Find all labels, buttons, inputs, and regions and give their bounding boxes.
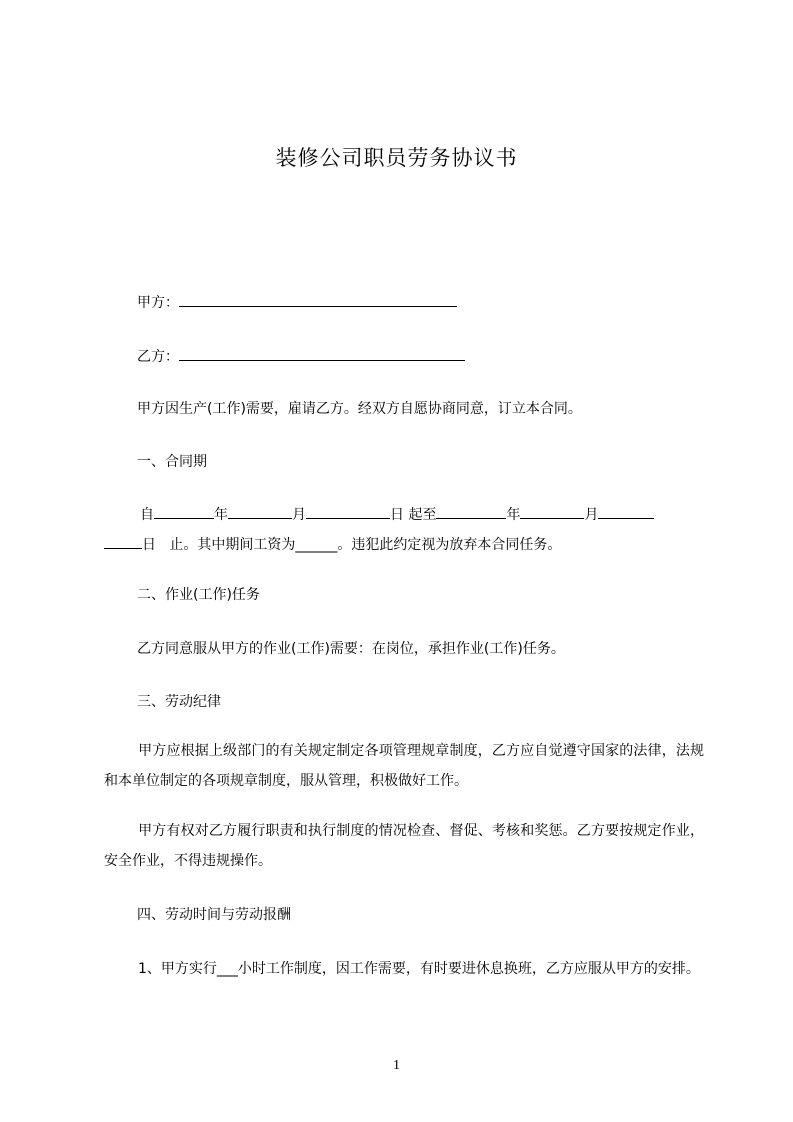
end-year-blank <box>436 504 506 519</box>
party-a-blank <box>179 292 457 307</box>
party-b-blank <box>179 346 465 361</box>
start-month-blank <box>228 504 292 519</box>
party-a-line <box>137 292 457 312</box>
section-4-heading: 四、劳动时间与劳动报酬 <box>137 907 291 923</box>
section-4-paragraph-1 <box>104 954 704 984</box>
section-3-paragraph-1 <box>104 736 704 796</box>
section-3-paragraph-2 <box>104 816 704 876</box>
end-month-blank <box>520 504 584 519</box>
term-day-label: 日 起至 <box>390 507 437 523</box>
party-a-label: 甲方： <box>137 295 179 311</box>
section-4-p1-text: 1、甲方实行___小时工作制度，因工作需要，有时要进休息换班，乙方应服从甲方的安排。 <box>138 961 700 977</box>
term-from-label: 自 <box>140 507 154 523</box>
section-3-p2-text: 甲方有权对乙方履行职责和执行制度的情况检查、督促、考核和奖惩。乙方要按规定作业，安全作业，不得违规操作。 <box>104 823 704 869</box>
start-day-blank <box>306 504 390 519</box>
party-b-line <box>137 346 465 366</box>
section-2-heading: 二、作业(工作)任务 <box>137 587 260 603</box>
section-2-body: 乙方同意服从甲方的作业(工作)需要：在岗位，承担作业(工作)任务。 <box>137 641 565 657</box>
section-3-p1-text: 甲方应根据上级部门的有关规定制定各项管理规章制度，乙方应自觉遵守国家的法律，法规和本单位制定的各项规章制度，服从管理，积极做好工作。 <box>104 743 704 789</box>
term-day-end-label: 日 <box>142 537 156 553</box>
section-1-heading: 一、合同期 <box>137 454 207 470</box>
start-year-blank <box>154 504 214 519</box>
page-number: 1 <box>393 1058 400 1073</box>
party-b-label: 乙方： <box>137 349 179 365</box>
term-month-end-label: 月 <box>584 507 599 523</box>
document-title: 装修公司职员劳务协议书 <box>275 146 518 170</box>
term-month-label: 月 <box>292 507 306 523</box>
end-day-blank-a <box>598 504 654 519</box>
end-day-blank-b <box>104 534 142 549</box>
term-year-end-label: 年 <box>506 507 521 523</box>
contract-term-paragraph <box>104 500 704 560</box>
term-year-label: 年 <box>214 507 228 523</box>
intro-paragraph: 甲方因生产(工作)需要，雇请乙方。经双方自愿协商同意，订立本合同。 <box>137 401 582 417</box>
section-3-heading: 三、劳动纪律 <box>137 694 221 710</box>
term-tail-text: 止。其中期间工资为______。违犯此约定视为放弃本合同任务。 <box>169 537 562 553</box>
